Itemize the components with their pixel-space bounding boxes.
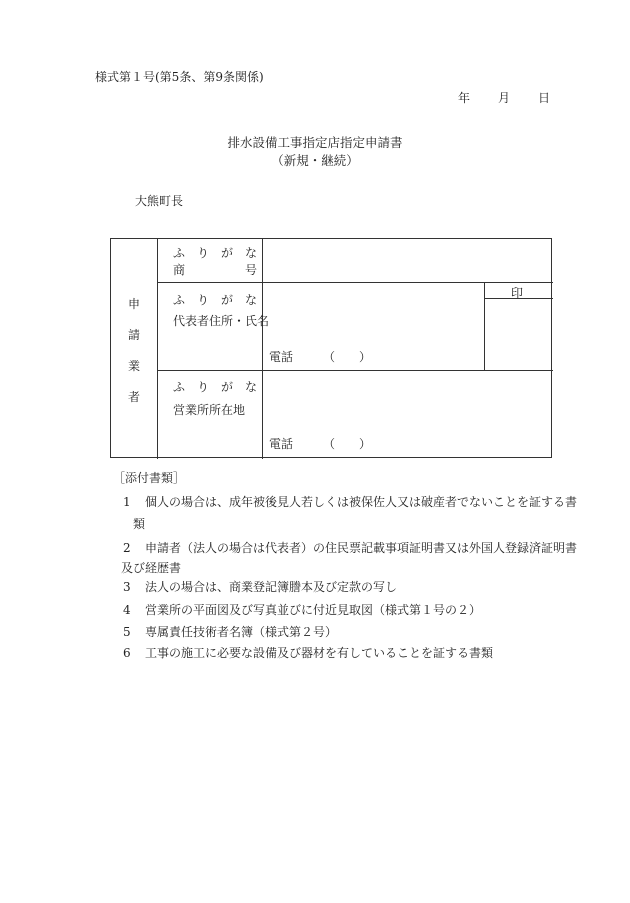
attachment-item-text: 法人の場合は、商業登記簿謄本及び定款の写し — [145, 580, 398, 594]
furigana-label-office: ふ り が な — [173, 380, 258, 394]
document-title-sub: （新規・継続） — [271, 153, 359, 168]
phone-label-office: 電話 （ ） — [269, 437, 372, 451]
attachment-item-text: 申請者（法人の場合は代表者）の住民票記載事項証明書又は外国人登録済証明書 — [145, 541, 578, 555]
applicant-table — [110, 238, 552, 458]
seal-label: 印 — [511, 286, 524, 300]
attachment-item-number: 5 — [123, 625, 131, 639]
trade-name-label: 商 号 — [173, 263, 258, 277]
phone-label-representative: 電話 （ ） — [269, 350, 372, 364]
office-location-label: 営業所所在地 — [173, 403, 246, 417]
applicant-label-char-4: 者 — [127, 390, 140, 404]
applicant-label-char-2: 請 — [127, 328, 140, 342]
addressee: 大熊町長 — [135, 194, 184, 208]
attachment-item-2 — [121, 539, 578, 575]
attachment-item-continuation: 類 — [133, 517, 146, 531]
attachment-item-text: 工事の施工に必要な設備及び器材を有していることを証する書類 — [145, 646, 494, 660]
attachment-item-5 — [123, 623, 337, 640]
date-month-label: 月 — [498, 91, 511, 105]
attachment-item-number: 4 — [123, 603, 131, 617]
furigana-label-representative: ふ り が な — [173, 293, 258, 307]
attachment-item-text: 専属責任技術者名簿（様式第２号） — [145, 625, 338, 639]
date-year-label: 年 — [458, 91, 471, 105]
document-title — [0, 134, 630, 170]
attachment-item-4 — [123, 601, 481, 618]
attachment-item-number: 6 — [123, 646, 131, 660]
date-line — [458, 89, 550, 106]
attachment-item-6 — [123, 644, 493, 661]
attachment-item-continuation: 及び経歴書 — [121, 561, 182, 575]
attachment-item-number: 3 — [123, 580, 131, 594]
attachment-item-text: 個人の場合は、成年被後見人若しくは被保佐人又は破産者でないことを証する書 — [145, 495, 578, 509]
furigana-label-trade: ふ り が な — [173, 246, 258, 260]
applicant-label-char-1: 申 — [127, 297, 140, 311]
applicant-label-char-3: 業 — [127, 359, 140, 373]
attachment-item-number: 1 — [123, 495, 131, 509]
representative-label: 代表者住所・氏名 — [173, 314, 270, 328]
attachment-item-1 — [123, 493, 578, 531]
attachment-item-3 — [123, 578, 397, 595]
attachment-item-number: 2 — [123, 541, 131, 555]
attachment-item-text: 営業所の平面図及び写真並びに付近見取図（様式第１号の２） — [145, 603, 482, 617]
attachments-header: ［添付書類］ — [113, 471, 186, 485]
document-title-main: 排水設備工事指定店指定申請書 — [227, 135, 403, 150]
form-number: 様式第１号(第5条、第9条関係) — [95, 70, 264, 84]
date-day-label: 日 — [538, 91, 551, 105]
